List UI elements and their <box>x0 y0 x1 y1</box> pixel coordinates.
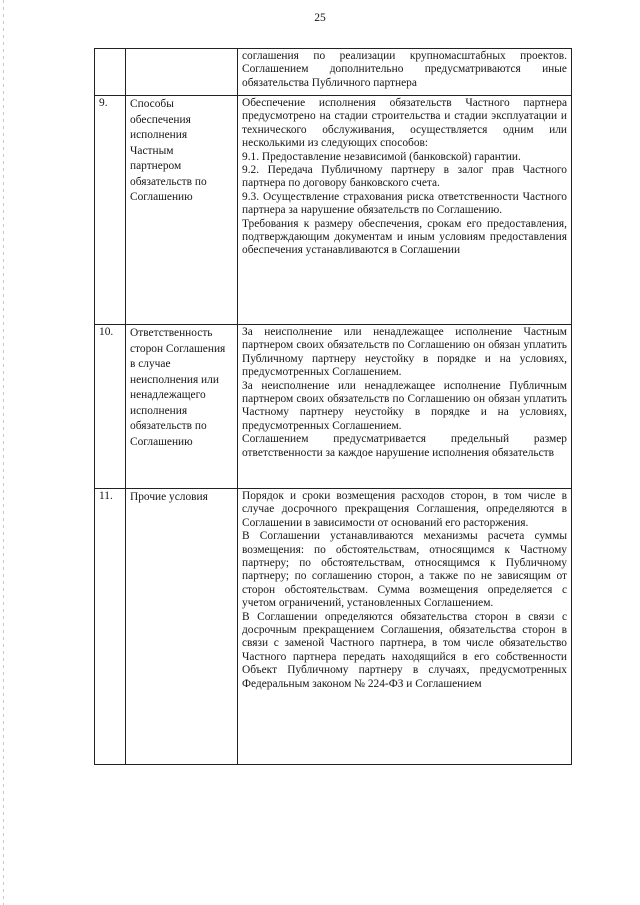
row-title: Способы обеспечения исполнения Частным партнером обязательств по Соглашению <box>130 98 207 203</box>
row-text-cell <box>238 49 572 96</box>
row-text-cell <box>238 489 572 765</box>
row-number-cell <box>95 49 126 96</box>
paragraph: соглашения по реализации крупномасштабных проектов. Соглашением дополнительно предусматриваются иные обязательства Публичного партнера <box>242 50 567 89</box>
table-row-continuation <box>95 49 572 96</box>
row-number: 11. <box>99 490 113 502</box>
paragraph: Порядок и сроки возмещения расходов сторон, в том числе в случае досрочного прекращения Соглашения, определяются в Соглашении в зависимости от оснований его расторжения. <box>242 490 567 529</box>
row-text-cell <box>238 96 572 325</box>
row-title-cell <box>126 96 238 325</box>
table-row-9 <box>95 96 572 325</box>
row-number-cell <box>95 489 126 765</box>
table-row-11 <box>95 489 572 765</box>
agreement-terms-table <box>94 48 572 765</box>
paragraph: В Соглашении устанавливаются механизмы расчета суммы возмещения: по обстоятельствам, относящимся к Частному партнеру; по обстоятельствам, относящимся к Публичному партнеру; по соглашению сторон, а также по не зависящим от сторон обстоятельствам. Сумма возмещения определяется с учетом ограничений, установленных Соглашением. <box>242 530 567 610</box>
row-number: 9. <box>99 97 108 109</box>
paragraph: 9.1. Предоставление независимой (банковской) гарантии. <box>242 150 521 163</box>
table-row-10 <box>95 325 572 489</box>
paragraph: Соглашением предусматривается предельный размер ответственности за каждое нарушение исполнения обязательств <box>242 433 567 459</box>
paragraph: В Соглашении определяются обязательства сторон в связи с досрочным прекращением Соглашения, обязательства сторон в связи с заменой Частного партнера, в том числе обязательство Частного партнера передать находящийся в его собственности Объект Публичному партнеру в случаях, предусмотренных Федеральным законом № 224-ФЗ и Соглашением <box>242 610 567 690</box>
row-title: Ответственность сторон Соглашения в случае неисполнения или ненадлежащего исполнения обязательств по Соглашению <box>130 327 226 448</box>
row-title-cell <box>126 325 238 489</box>
page-number: 25 <box>314 12 326 24</box>
row-title: Прочие условия <box>130 491 208 503</box>
row-title-cell <box>126 49 238 96</box>
paragraph: Требования к размеру обеспечения, срокам его предоставления, подтверждающим документам и иным условиям предоставления обеспечения устанавливаются в Соглашении <box>242 217 567 257</box>
paragraph: 9.2. Передача Публичному партнеру в залог прав Частного партнера по договору банковского счета. <box>242 164 567 190</box>
paragraph: Обеспечение исполнения обязательств Частного партнера предусмотрено на стадии строительства и стадии эксплуатации и технического обслуживания, осуществляется одним или несколькими из следующих способов: <box>242 97 567 150</box>
row-text-cell <box>238 325 572 489</box>
paragraph: 9.3. Осуществление страхования риска ответственности Частного партнера за нарушение обязательств по Соглашению. <box>242 190 567 217</box>
row-number: 10. <box>99 326 114 338</box>
paragraph: За неисполнение или ненадлежащее исполнение Частным партнером своих обязательств по Соглашению он обязан уплатить Публичному партнеру неустойку в порядке и на условиях, предусмотренных Соглашением. <box>242 326 567 379</box>
row-number-cell <box>95 325 126 489</box>
row-number-cell <box>95 96 126 325</box>
row-title-cell <box>126 489 238 765</box>
scan-edge-artifact <box>3 0 4 905</box>
paragraph: За неисполнение или ненадлежащее исполнение Публичным партнером своих обязательств по Соглашению он обязан уплатить Частному партнеру неустойку в порядке и на условиях, предусмотренных Соглашением. <box>242 379 567 432</box>
